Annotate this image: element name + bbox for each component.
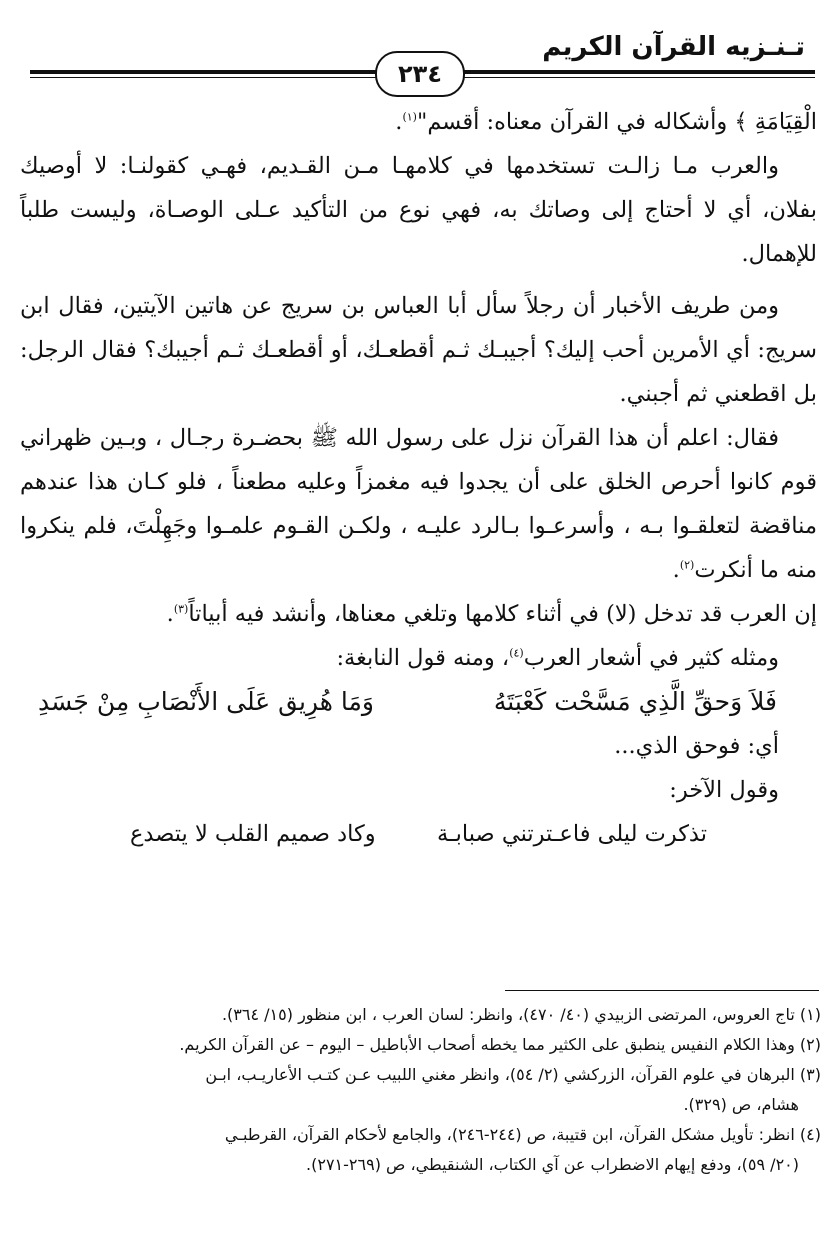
footnote-continuation: هشام، ص (٣٢٩). [683,1095,799,1114]
footnote-ref: (٢) [679,558,695,572]
footnote-ref: (٣) [173,602,189,616]
paragraph-end: ، ومنه قول النابغة: [336,645,510,671]
paragraph: والعرب مـا زالـت تستخدمها في كلامهـا مـن القـديم، فهـي كقولنـا: لا أوصيك بفلان، أي لا أحتاج إلى وصاتك به، فهي نوع من التأكيد عـلى الوصـاة، وليست طلباً للإهمال. [20,153,817,267]
footnote-separator [505,990,819,991]
verse-second-hemistich: وَمَا هُرِيق عَلَى الأَنْصَابِ مِنْ جَسَدِ [38,687,374,716]
poetry-verse [20,680,817,724]
paragraph: أي: فوحق الذي... [614,733,779,759]
paragraph [20,100,817,144]
paragraph-end: . [166,601,174,627]
poetry-verse [20,812,817,856]
paragraph-end: . [395,109,403,135]
page-header [30,24,815,94]
verse-second-hemistich: وكاد صميم القلب لا يتصدع [130,821,376,847]
paragraph [20,416,817,592]
main-text [20,100,817,856]
paragraph: ومن طريف الأخبار أن رجلاً سأل أبا العباس بن سريج عن هاتين الآيتين، فقال ابن سريج: أي الأمرين أحب إليك؟ أجيبـك ثـم أقطعـك، أو أقطعـك ثـم أجيبك؟ فقال الرجل: بل اقطعني ثم أجبني. [20,293,817,407]
footnote-ref: (١) [402,110,417,124]
paragraph: وقول الآخر: [669,777,779,803]
paragraph [20,636,817,680]
paragraph-text: ومثله كثير في أشعار العرب [523,645,779,671]
paragraph-text: إن العرب قد تدخل (لا) في أثناء كلامها وتلغي معناها، وأنشد فيه أبياتاً [188,601,817,627]
footnote-ref: (٤) [509,646,524,660]
footnotes [20,1000,821,1180]
footnote-continuation: (٢٠/ ٥٩)، ودفع إيهام الاضطراب عن آي الكتاب، الشنقيطي، ص (٢٦٩-٢٧١). [306,1155,799,1174]
footnote: (١) تاج العروس، المرتضى الزبيدي (٤٠/ ٤٧٠)، وانظر: لسان العرب ، ابن منظور (١٥/ ٣٦٤). [221,1005,821,1024]
footnote: (٢) وهذا الكلام النفيس ينطبق على الكثير مما يخطه أصحاب الأباطيل – اليوم – عن القرآن الكريم. [179,1035,821,1054]
verse-first-hemistich: تذكرت ليلى فاعـترتني صبابـة [437,821,707,847]
paragraph-text: فقال: اعلم أن هذا القرآن نزل على رسول الله ﷺ بحضـرة رجـال ، وبـين ظهراني قوم كانوا أحرص الخلق على أن يجدوا فيه مغمزاً وعليه مطعناً ، فلو كـان هذا عندهم مناقضة لتعلقـوا بـه ، وأسرعـوا بـالرد عليـه ، ولكـن القـوم علمـوا وجَهِلْتَ، فلم ينكروا منه ما أنكرت [20,425,817,583]
paragraph [20,592,817,636]
paragraph-end: . [672,557,680,583]
footnote: (٣) البرهان في علوم القرآن، الزركشي (٢/ ٥٤)، وانظر مغني اللبيب عـن كتـب الأعاريـب، ابـن [205,1065,821,1084]
verse-first-hemistich: فَلاَ وَحقِّ الَّذِي مَسَّحْت كَعْبَتَهُ [493,687,777,716]
paragraph-text: الْقِيَامَةِ ﴾ وأشكاله في القرآن معناه: أقسم" [416,109,817,135]
page-number: ٢٣٤ [375,51,465,97]
running-title: تـنـزيه القرآن الكريم [542,32,805,62]
footnote: (٤) انظر: تأويل مشكل القرآن، ابن قتيبة، ص (٢٤٤-٢٤٦)، والجامع لأحكام القرآن، القرطبـي [224,1125,821,1144]
